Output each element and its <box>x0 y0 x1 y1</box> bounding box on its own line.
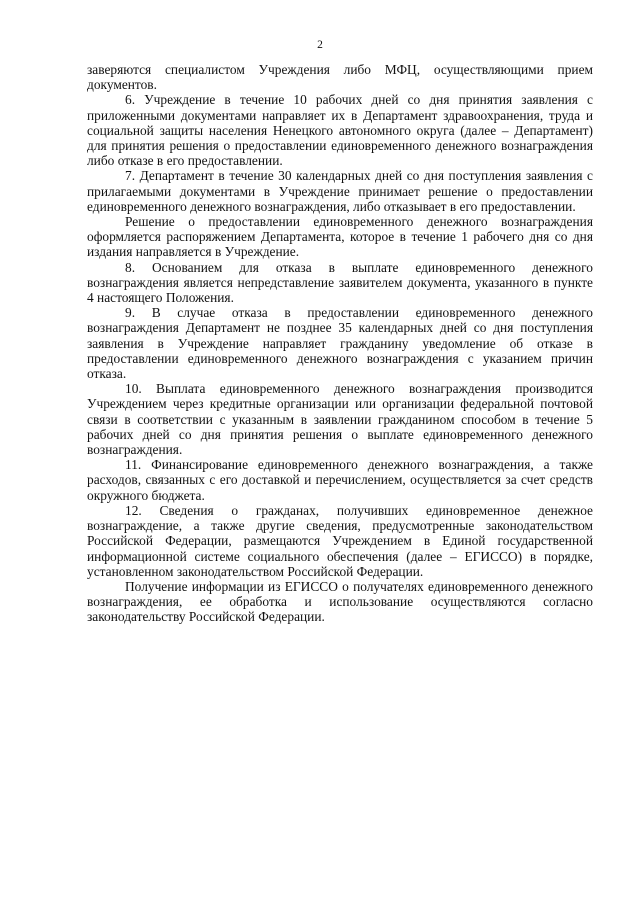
paragraph-egisso: Получение информации из ЕГИССО о получателях единовременного денежного вознаграждения, ее обработка и использование осуществляются согласно законодательству Российской Федерации. <box>87 578 593 625</box>
paragraph-item-10: 10. Выплата единовременного денежного вознаграждения производится Учреждением через кредитные организации или организации федеральной почтовой связи в соответствии с указанным в заявлении гражданином способом в течение 5 рабочих дней со дня принятия решения о выплате единовременного денежного вознаграждения. <box>87 381 593 458</box>
paragraph-continuation: заверяются специалистом Учреждения либо МФЦ, осуществляющими прием документов. <box>87 62 593 93</box>
paragraph-item-9: 9. В случае отказа в предоставлении единовременного денежного вознаграждения Департамент не позднее 35 календарных дней со дня поступления заявления в Учреждение направляет гражданину уведомление об отказе в предоставлении единовременного денежного вознаграждения с указанием причин отказа. <box>87 305 593 382</box>
paragraph-item-6: 6. Учреждение в течение 10 рабочих дней со дня принятия заявления с приложенными документами направляет их в Департамент здравоохранения, труда и социальной защиты населения Ненецкого автономного округа (далее – Департамент) для принятия решения о предоставлении единовременного денежного вознаграждения либо отказе в его предоставлении. <box>87 92 593 169</box>
document-body <box>87 62 593 625</box>
page-number: 2 <box>317 39 323 51</box>
paragraph-item-7: 7. Департамент в течение 30 календарных дней со дня поступления заявления с прилагаемыми документами в Учреждение принимает решение о предоставлении единовременного денежного вознаграждения, либо отказывает в его предоставлении. <box>87 168 593 214</box>
paragraph-item-12: 12. Сведения о гражданах, получивших единовременное денежное вознаграждение, а также другие сведения, предусмотренные законодательством Российской Федерации, размещаются Учреждением в Единой государственной информационной системе социального обеспечения (далее – ЕГИССО) в порядке, установленном законодательством Российской Федерации. <box>87 502 593 579</box>
paragraph-decision: Решение о предоставлении единовременного денежного вознаграждения оформляется распоряжением Департамента, которое в течение 1 рабочего дня со дня издания направляется в Учреждение. <box>87 214 593 260</box>
paragraph-item-11: 11. Финансирование единовременного денежного вознаграждения, а также расходов, связанных с его доставкой и перечислением, осуществляется за счет средств окружного бюджета. <box>87 457 593 503</box>
paragraph-item-8: 8. Основанием для отказа в выплате единовременного денежного вознаграждения является непредставление заявителем документа, указанного в пункте 4 настоящего Положения. <box>87 259 593 306</box>
